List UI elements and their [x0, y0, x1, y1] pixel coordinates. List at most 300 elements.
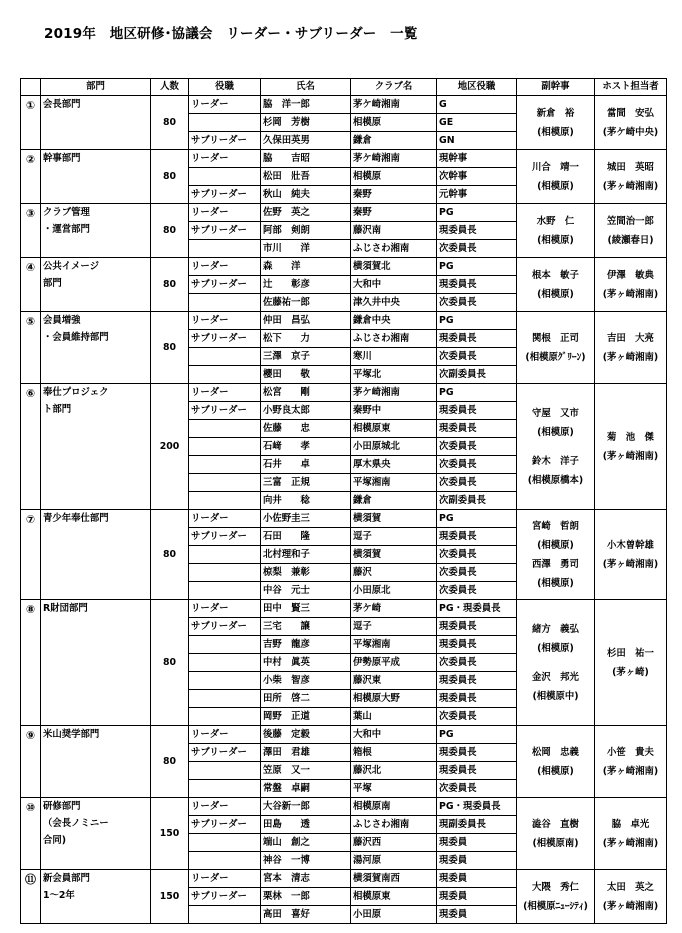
role-cell: リーダー	[189, 258, 261, 276]
member-count: 150	[151, 870, 189, 924]
district-role: PG	[437, 510, 517, 528]
district-role: 現委員長	[437, 222, 517, 240]
vice-secretary-cell	[517, 870, 595, 924]
member-name: 阿部 剣朗	[261, 222, 351, 240]
member-name: 常盤 卓嗣	[261, 780, 351, 798]
host-line: (茅ヶ崎湘南)	[602, 351, 659, 363]
vice-secretary-line: 金沢 邦光	[532, 671, 579, 683]
host-cell	[595, 726, 667, 798]
section-number: ②	[21, 150, 41, 204]
vice-secretary-line: 川合 靖一	[532, 161, 579, 173]
vice-secretary-line: 西澤 勇司	[532, 558, 579, 570]
vice-secretary-line: (相模原)	[537, 642, 574, 654]
district-role: 現委員長	[437, 528, 517, 546]
district-role: 次委員長	[437, 582, 517, 600]
host-line: 城田 英昭	[607, 161, 654, 173]
club-name: 大和中	[351, 276, 437, 294]
district-role: G	[437, 96, 517, 114]
department-name-line: ト部門	[43, 404, 72, 415]
vice-secretary-line: 新倉 裕	[536, 107, 575, 119]
role-cell: リーダー	[189, 384, 261, 402]
header-staff: 副幹事	[517, 79, 595, 96]
department-name-line: 奉仕プロジェク	[43, 387, 109, 398]
host-line: 小笹 貴夫	[607, 746, 654, 758]
district-role: 元幹事	[437, 186, 517, 204]
club-name: 藤沢南	[351, 222, 437, 240]
district-role: GE	[437, 114, 517, 132]
section-number: ③	[21, 204, 41, 258]
district-role: 現委員長	[437, 672, 517, 690]
department-cell	[41, 384, 151, 510]
member-name: 向井 稔	[261, 492, 351, 510]
member-name: 田所 啓二	[261, 690, 351, 708]
host-cell	[595, 258, 667, 312]
club-name: 横須賀	[351, 546, 437, 564]
member-name: 小佐野圭三	[261, 510, 351, 528]
member-name: 澤田 君雄	[261, 744, 351, 762]
role-cell	[189, 564, 261, 582]
host-cell	[595, 798, 667, 870]
role-cell	[189, 438, 261, 456]
member-name: 市川 洋	[261, 240, 351, 258]
member-name: 脇 洋一郎	[261, 96, 351, 114]
club-name: 横須賀	[351, 510, 437, 528]
member-count: 80	[151, 510, 189, 600]
vice-secretary-line: (相模原)	[537, 126, 574, 138]
club-name: 寒川	[351, 348, 437, 366]
department-cell	[41, 312, 151, 384]
vice-secretary-cell	[517, 798, 595, 870]
club-name: 大和中	[351, 726, 437, 744]
member-name: 神谷 一博	[261, 852, 351, 870]
member-name: 森 洋	[261, 258, 351, 276]
role-cell	[189, 582, 261, 600]
role-cell	[189, 708, 261, 726]
club-name: ふじさわ湘南	[351, 816, 437, 834]
header-dept: 部門	[41, 79, 151, 96]
club-name: 相模原南	[351, 798, 437, 816]
district-role: 次委員長	[437, 240, 517, 258]
role-cell: サブリーダー	[189, 528, 261, 546]
member-name: 岡野 正道	[261, 708, 351, 726]
host-line: (茅ヶ崎湘南)	[602, 180, 659, 192]
district-role: 次委員長	[437, 474, 517, 492]
vice-secretary-cell	[517, 150, 595, 204]
role-cell	[189, 294, 261, 312]
member-name: 笠原 又一	[261, 762, 351, 780]
role-cell: サブリーダー	[189, 888, 261, 906]
section-number: ⑤	[21, 312, 41, 384]
department-name-line: 部門	[43, 278, 62, 289]
club-name: 横須賀南西	[351, 870, 437, 888]
district-role: 現委員長	[437, 762, 517, 780]
club-name: 藤沢	[351, 564, 437, 582]
host-line: (茅ケ崎中央)	[602, 126, 659, 138]
section-number: ⑪	[21, 870, 41, 924]
role-cell	[189, 834, 261, 852]
table-row	[21, 384, 667, 402]
district-role: PG	[437, 312, 517, 330]
role-cell	[189, 456, 261, 474]
club-name: 相模原東	[351, 888, 437, 906]
department-cell	[41, 258, 151, 312]
member-name: 石井 卓	[261, 456, 351, 474]
section-number: ⑦	[21, 510, 41, 600]
member-name: 小柴 智彦	[261, 672, 351, 690]
member-name: 脇 吉昭	[261, 150, 351, 168]
vice-secretary-cell	[517, 510, 595, 600]
department-name-line: 1～2年	[43, 890, 75, 901]
role-cell: サブリーダー	[189, 618, 261, 636]
district-role: 現委員長	[437, 420, 517, 438]
role-cell	[189, 852, 261, 870]
host-cell	[595, 96, 667, 150]
member-name: 中村 眞英	[261, 654, 351, 672]
vice-secretary-line: 松岡 忠義	[532, 746, 579, 758]
member-count: 80	[151, 600, 189, 726]
host-line: (茅ヶ崎湘南)	[602, 900, 659, 912]
table-row	[21, 726, 667, 744]
department-cell	[41, 510, 151, 600]
role-cell	[189, 420, 261, 438]
member-name: 佐藤 忠	[261, 420, 351, 438]
department-cell	[41, 870, 151, 924]
vice-secretary-line	[519, 658, 592, 668]
district-role: 次委員長	[437, 564, 517, 582]
table-row	[21, 150, 667, 168]
table-row	[21, 258, 667, 276]
club-name: 鎌倉	[351, 132, 437, 150]
club-name: 相模原	[351, 114, 437, 132]
club-name: 茅ケ崎	[351, 600, 437, 618]
club-name: 平塚湘南	[351, 474, 437, 492]
member-name: 辻 彰彦	[261, 276, 351, 294]
section-number: ⑩	[21, 798, 41, 870]
member-name: 北村理和子	[261, 546, 351, 564]
district-role: 次副委員長	[437, 366, 517, 384]
header-role: 役職	[189, 79, 261, 96]
member-name: 三宅 譲	[261, 618, 351, 636]
section-number: ①	[21, 96, 41, 150]
member-name: 仲田 昌弘	[261, 312, 351, 330]
host-line: 當間 安弘	[607, 107, 654, 119]
member-name: 三澤 京子	[261, 348, 351, 366]
member-count: 80	[151, 726, 189, 798]
host-line: 菊 池 傑	[607, 431, 654, 443]
district-role: 次副委員長	[437, 492, 517, 510]
role-cell: リーダー	[189, 600, 261, 618]
member-name: 松田 壯吾	[261, 168, 351, 186]
role-cell	[189, 672, 261, 690]
host-cell	[595, 150, 667, 204]
department-name-line: 新会員部門	[43, 873, 90, 884]
club-name: 津久井中央	[351, 294, 437, 312]
host-line: (茅ヶ崎湘南)	[602, 450, 659, 462]
district-role: PG	[437, 204, 517, 222]
member-count: 80	[151, 150, 189, 204]
role-cell	[189, 780, 261, 798]
club-name: 逗子	[351, 618, 437, 636]
role-cell: サブリーダー	[189, 816, 261, 834]
role-cell: サブリーダー	[189, 276, 261, 294]
department-cell	[41, 204, 151, 258]
department-name-line: ・会員維持部門	[43, 332, 109, 343]
club-name: 伊勢原平成	[351, 654, 437, 672]
member-name: 吉野 龍彦	[261, 636, 351, 654]
department-name-line: 会員増強	[43, 315, 81, 326]
host-cell	[595, 870, 667, 924]
member-name: 小野良太郎	[261, 402, 351, 420]
club-name: 鎌倉中央	[351, 312, 437, 330]
table-row	[21, 870, 667, 888]
department-name-line: 幹事部門	[43, 153, 81, 164]
district-role: 次委員長	[437, 708, 517, 726]
member-name: 宮本 清志	[261, 870, 351, 888]
section-number: ④	[21, 258, 41, 312]
section-number: ⑨	[21, 726, 41, 798]
table-row	[21, 204, 667, 222]
member-name: 佐野 英之	[261, 204, 351, 222]
member-name: 後藤 定毅	[261, 726, 351, 744]
host-line: (茅ヶ崎湘南)	[602, 765, 659, 777]
club-name: 厚木県央	[351, 456, 437, 474]
host-cell	[595, 312, 667, 384]
district-role: 現委員	[437, 834, 517, 852]
club-name: 秦野	[351, 204, 437, 222]
member-count: 80	[151, 312, 189, 384]
district-role: 次委員長	[437, 546, 517, 564]
role-cell: リーダー	[189, 96, 261, 114]
district-role: PG	[437, 384, 517, 402]
table-row	[21, 600, 667, 618]
role-cell: リーダー	[189, 150, 261, 168]
header-district-role: 地区役職	[437, 79, 517, 96]
member-count: 150	[151, 798, 189, 870]
role-cell	[189, 240, 261, 258]
district-role: PG	[437, 726, 517, 744]
section-number: ⑥	[21, 384, 41, 510]
vice-secretary-line: 宮崎 哲朗	[532, 520, 579, 532]
vice-secretary-line: (相模原)	[537, 426, 574, 438]
host-line: (茅ヶ崎湘南)	[602, 288, 659, 300]
district-role: 現委員	[437, 906, 517, 924]
page-title: 2019年 地区研修･協議会 リーダー・サブリーダー 一覧	[44, 26, 418, 42]
role-cell: リーダー	[189, 204, 261, 222]
vice-secretary-cell	[517, 258, 595, 312]
table-row	[21, 510, 667, 528]
district-role: 次委員長	[437, 654, 517, 672]
role-cell: サブリーダー	[189, 402, 261, 420]
member-name: 中谷 元士	[261, 582, 351, 600]
vice-secretary-line: 関根 正司	[532, 332, 579, 344]
vice-secretary-line: 澁谷 直樹	[532, 818, 579, 830]
department-name-line: 青少年奉仕部門	[43, 513, 109, 524]
district-role: 現委員長	[437, 618, 517, 636]
department-cell	[41, 726, 151, 798]
department-cell	[41, 600, 151, 726]
host-cell	[595, 204, 667, 258]
role-cell	[189, 762, 261, 780]
department-name-line: 公共イメージ	[43, 261, 99, 272]
district-role: GN	[437, 132, 517, 150]
host-line: 伊澤 敏典	[607, 269, 654, 281]
header-count: 人数	[151, 79, 189, 96]
table-row	[21, 312, 667, 330]
district-role: 現委員長	[437, 402, 517, 420]
district-role: 次委員長	[437, 456, 517, 474]
vice-secretary-line: 緒方 義弘	[532, 623, 579, 635]
vice-secretary-line: 守屋 又市	[532, 407, 579, 419]
club-name: 平塚湘南	[351, 636, 437, 654]
district-role: PG	[437, 258, 517, 276]
role-cell: リーダー	[189, 312, 261, 330]
club-name: 藤沢北	[351, 762, 437, 780]
host-cell	[595, 600, 667, 726]
member-name: 大谷新一郎	[261, 798, 351, 816]
role-cell: サブリーダー	[189, 744, 261, 762]
host-line: 太田 英之	[607, 881, 654, 893]
district-role: 現委員	[437, 852, 517, 870]
department-cell	[41, 798, 151, 870]
club-name: 平塚	[351, 780, 437, 798]
club-name: 横須賀北	[351, 258, 437, 276]
vice-secretary-line: (相模原南)	[532, 837, 579, 849]
vice-secretary-line: 水野 仁	[536, 215, 575, 227]
host-line: (茅ヶ崎)	[612, 666, 649, 678]
club-name: 小田原	[351, 906, 437, 924]
host-line: (茅ヶ崎湘南)	[602, 837, 659, 849]
vice-secretary-line: 根本 敏子	[532, 269, 579, 281]
member-name: 杉岡 芳樹	[261, 114, 351, 132]
vice-secretary-cell	[517, 384, 595, 510]
role-cell	[189, 492, 261, 510]
member-count: 80	[151, 96, 189, 150]
vice-secretary-line: (相模原ﾆｭｰｼﾃｨ)	[523, 900, 588, 912]
club-name: 箱根	[351, 744, 437, 762]
table-row	[21, 798, 667, 816]
district-role: 現幹事	[437, 150, 517, 168]
role-cell	[189, 114, 261, 132]
member-name: 佐藤祐一郎	[261, 294, 351, 312]
role-cell	[189, 348, 261, 366]
district-role: 次委員長	[437, 348, 517, 366]
vice-secretary-cell	[517, 312, 595, 384]
vice-secretary-line: (相模原)	[537, 288, 574, 300]
role-cell: リーダー	[189, 726, 261, 744]
role-cell: サブリーダー	[189, 186, 261, 204]
department-cell	[41, 96, 151, 150]
member-name: 秋山 純夫	[261, 186, 351, 204]
district-role: 次委員長	[437, 294, 517, 312]
role-cell	[189, 654, 261, 672]
department-name-line: クラブ管理	[43, 207, 90, 218]
vice-secretary-line: (相模原)	[537, 180, 574, 192]
role-cell: リーダー	[189, 798, 261, 816]
host-line: 脇 卓光	[611, 818, 650, 830]
role-cell: リーダー	[189, 870, 261, 888]
role-cell	[189, 636, 261, 654]
club-name: 湯河原	[351, 852, 437, 870]
vice-secretary-cell	[517, 600, 595, 726]
host-line: (茅ヶ崎湘南)	[602, 558, 659, 570]
district-role: 次幹事	[437, 168, 517, 186]
club-name: 秦野	[351, 186, 437, 204]
club-name: ふじさわ湘南	[351, 330, 437, 348]
role-cell	[189, 690, 261, 708]
role-cell	[189, 366, 261, 384]
header-name: 氏名	[261, 79, 351, 96]
role-cell	[189, 474, 261, 492]
district-role: 現委員長	[437, 744, 517, 762]
host-cell	[595, 384, 667, 510]
department-name-line: 合同)	[43, 835, 67, 846]
header-host: ホスト担当者	[595, 79, 667, 96]
vice-secretary-line: (相模原中)	[532, 690, 579, 702]
vice-secretary-line: (相模原橋本)	[527, 474, 584, 486]
club-name: 平塚北	[351, 366, 437, 384]
vice-secretary-line: (相模原ｸﾞﾘｰﾝ)	[525, 351, 586, 363]
club-name: 相模原大野	[351, 690, 437, 708]
club-name: 茅ケ崎湘南	[351, 96, 437, 114]
member-name: 田中 賢三	[261, 600, 351, 618]
role-cell	[189, 168, 261, 186]
member-name: 松宮 剛	[261, 384, 351, 402]
club-name: 相模原	[351, 168, 437, 186]
club-name: 小田原城北	[351, 438, 437, 456]
role-cell: サブリーダー	[189, 222, 261, 240]
district-role: 現副委員長	[437, 816, 517, 834]
vice-secretary-cell	[517, 204, 595, 258]
section-number: ⑧	[21, 600, 41, 726]
member-name: 石田 隆	[261, 528, 351, 546]
club-name: 葉山	[351, 708, 437, 726]
roster-body	[21, 96, 667, 924]
department-name-line: 米山奨学部門	[43, 729, 100, 740]
member-name: 三富 正規	[261, 474, 351, 492]
member-name: 久保田英男	[261, 132, 351, 150]
department-name-line: 研修部門	[43, 801, 81, 812]
club-name: 逗子	[351, 528, 437, 546]
department-name-line: R財団部門	[43, 603, 88, 614]
role-cell	[189, 906, 261, 924]
club-name: 藤沢東	[351, 672, 437, 690]
host-line: 杉田 祐一	[607, 647, 654, 659]
header-row	[21, 79, 667, 96]
member-count: 80	[151, 258, 189, 312]
roster-table	[20, 78, 667, 924]
vice-secretary-line	[519, 442, 592, 452]
district-role: 現委員	[437, 870, 517, 888]
vice-secretary-line: 大隈 秀仁	[532, 881, 579, 893]
vice-secretary-line: (相模原)	[537, 765, 574, 777]
club-name: 鎌倉	[351, 492, 437, 510]
member-name: 栗林 一郎	[261, 888, 351, 906]
role-cell: リーダー	[189, 510, 261, 528]
role-cell: サブリーダー	[189, 330, 261, 348]
district-role: 現委員長	[437, 690, 517, 708]
vice-secretary-line: (相模原)	[537, 234, 574, 246]
district-role: 現委員長	[437, 330, 517, 348]
role-cell: サブリーダー	[189, 132, 261, 150]
district-role: PG・現委員長	[437, 798, 517, 816]
club-name: 茅ケ崎湘南	[351, 384, 437, 402]
district-role: 次委員長	[437, 438, 517, 456]
vice-secretary-line: (相模原)	[537, 577, 574, 589]
header-club: クラブ名	[351, 79, 437, 96]
member-name: 高田 喜好	[261, 906, 351, 924]
club-name: 小田原北	[351, 582, 437, 600]
member-name: 椋梨 兼彰	[261, 564, 351, 582]
